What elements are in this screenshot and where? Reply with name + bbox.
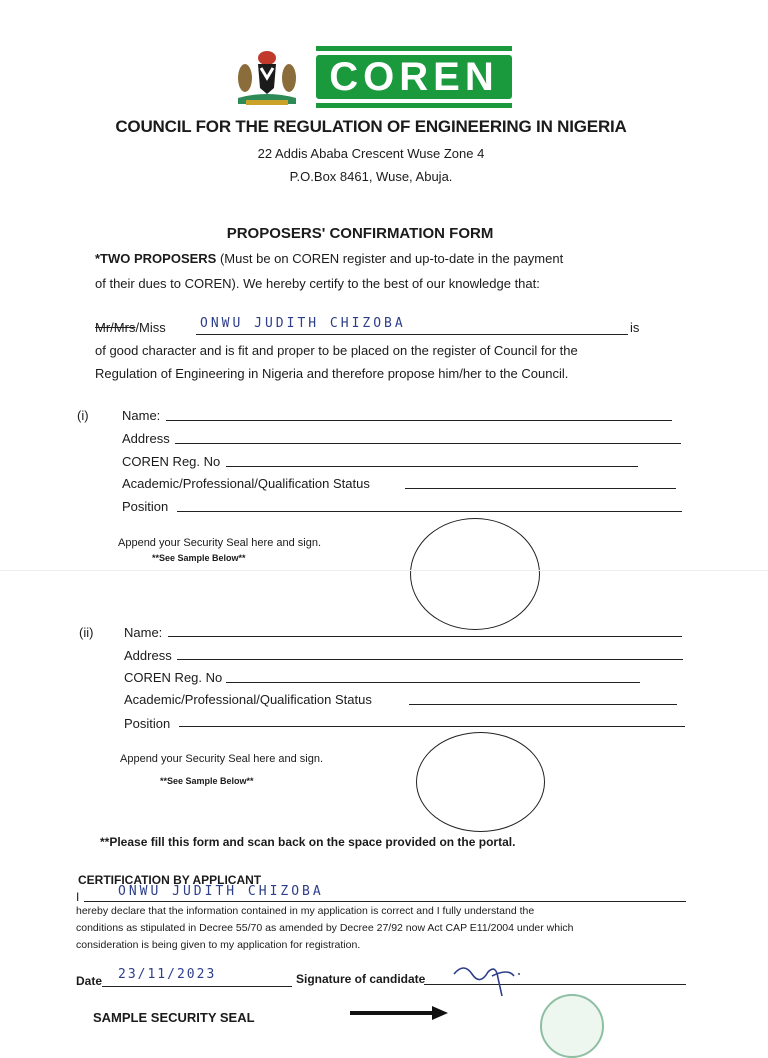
proposer2-position-field[interactable] <box>179 726 685 727</box>
proposer1-address-label: Address <box>122 431 170 446</box>
footer-note: **Please fill this form and scan back on the space provided on the portal. <box>100 835 516 849</box>
certification-heading: CERTIFICATION BY APPLICANT <box>78 873 262 887</box>
proposer2-status-label: Academic/Professional/Qualification Status <box>124 692 372 707</box>
coren-logo <box>316 46 512 108</box>
form-title: PROPOSERS' CONFIRMATION FORM <box>226 225 494 242</box>
proposer1-position-field[interactable] <box>177 511 682 512</box>
logo-text: COREN <box>329 55 499 99</box>
proposer1-seal-circle[interactable] <box>410 518 540 630</box>
proposer1-reg-field[interactable] <box>226 466 638 467</box>
proposer2-position-label: Position <box>124 716 171 731</box>
intro-line-1 <box>95 251 563 266</box>
intro-rest: (Must be on COREN register and up-to-date in the payment <box>216 251 564 266</box>
declaration-line-2: conditions as stipulated in Decree 55/70 as amended by Decree 27/92 now Act CAP E11/2004 under which <box>76 922 574 934</box>
sample-seal-heading: SAMPLE SECURITY SEAL <box>93 1010 255 1025</box>
coat-of-arms-icon <box>232 44 302 108</box>
certification-i-label: I <box>76 890 80 904</box>
proposer1-reg-label: COREN Reg. No <box>122 454 221 469</box>
proposer2-index: (ii) <box>79 625 94 640</box>
salutation-struck: Mr/Mrs <box>95 320 136 335</box>
sample-seal-icon <box>540 994 604 1058</box>
proposer1-sample-note: **See Sample Below** <box>152 553 246 563</box>
proposer2-reg-label: COREN Reg. No <box>124 670 223 685</box>
proposer2-status-field[interactable] <box>409 704 677 705</box>
intro-line-2: of their dues to COREN). We hereby certify to the best of our knowledge that: <box>95 276 540 291</box>
candidate-name-handwritten: ONWU JUDITH CHIZOBA <box>200 316 406 331</box>
proposer2-reg-field[interactable] <box>226 682 640 683</box>
address-line-2: P.O.Box 8461, Wuse, Abuja. <box>289 169 453 184</box>
address-line-1: 22 Addis Ababa Crescent Wuse Zone 4 <box>257 146 485 161</box>
declaration-line-1: hereby declare that the information contained in my application is correct and I fully understand the <box>76 905 535 917</box>
proposer1-name-label: Name: <box>122 408 161 423</box>
date-handwritten: 23/11/2023 <box>118 967 217 982</box>
proposer2-sample-note: **See Sample Below** <box>160 776 254 786</box>
proposer1-status-label: Academic/Professional/Qualification Status <box>122 476 370 491</box>
declaration-line-3: consideration is being given to my application for registration. <box>76 939 361 951</box>
proposer2-address-field[interactable] <box>177 659 683 660</box>
org-name: COUNCIL FOR THE REGULATION OF ENGINEERING IN NIGERIA <box>115 117 627 136</box>
proposer1-seal-note: Append your Security Seal here and sign. <box>118 537 322 549</box>
date-label: Date <box>76 974 103 988</box>
signature-scribble <box>452 956 532 1000</box>
intro-bold: *TWO PROPOSERS <box>95 251 217 266</box>
arrow-right-icon <box>350 1004 450 1022</box>
proposer1-status-field[interactable] <box>405 488 676 489</box>
signature-label: Signature of candidate <box>296 972 426 986</box>
proposer2-seal-note: Append your Security Seal here and sign. <box>120 753 324 765</box>
date-field[interactable] <box>102 986 292 987</box>
salutation-rest: /Miss <box>135 320 166 335</box>
proposer2-address-label: Address <box>124 648 172 663</box>
proposer1-name-field[interactable] <box>166 420 672 421</box>
applicant-name-handwritten: ONWU JUDITH CHIZOBA <box>118 884 324 899</box>
proposer1-position-label: Position <box>122 499 169 514</box>
candidate-name-line <box>196 334 628 335</box>
statement-line-2: Regulation of Engineering in Nigeria and therefore propose him/her to the Council. <box>95 366 569 381</box>
applicant-name-field[interactable] <box>84 901 686 902</box>
is-suffix: is <box>630 320 640 335</box>
page-fold <box>0 570 768 571</box>
proposer2-seal-circle[interactable] <box>416 732 545 832</box>
proposer1-index: (i) <box>77 408 89 423</box>
proposer2-name-label: Name: <box>124 625 163 640</box>
proposer2-name-field[interactable] <box>168 636 682 637</box>
proposer1-address-field[interactable] <box>175 443 681 444</box>
statement-line-1: of good character and is fit and proper to be placed on the register of Council for the <box>95 343 578 358</box>
